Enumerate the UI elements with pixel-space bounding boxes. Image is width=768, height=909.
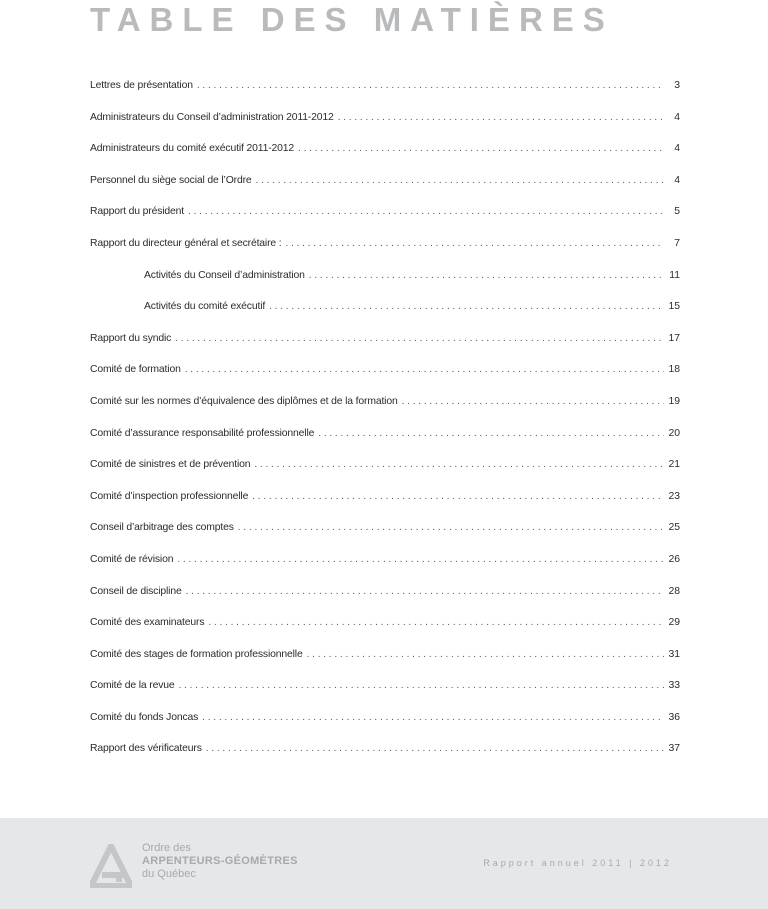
toc-dot-leader [188, 202, 664, 222]
toc-entry-label: Rapport du syndic [90, 332, 172, 344]
toc-entry-label: Administrateurs du Conseil d’administration 2011-2012 [90, 111, 334, 123]
toc-entry-label: Rapport des vérificateurs [90, 743, 202, 755]
toc-entry-label: Conseil de discipline [90, 585, 182, 597]
toc-entry-page: 29 [668, 617, 680, 629]
toc-entry-page: 21 [668, 459, 680, 471]
toc-entry-page: 7 [674, 237, 680, 249]
toc-entry-page: 26 [668, 553, 680, 565]
toc-dot-leader [208, 613, 664, 633]
toc-entry-label: Comité de révision [90, 553, 174, 565]
toc-entry-page: 18 [668, 364, 680, 376]
toc-dot-leader [197, 76, 664, 96]
toc-entry-page: 19 [668, 395, 680, 407]
toc-entry [90, 266, 680, 298]
toc-entry [90, 518, 680, 550]
toc-entry [90, 108, 680, 140]
toc-dot-leader [402, 392, 664, 412]
toc-entry [90, 550, 680, 582]
toc-entry [90, 202, 680, 234]
toc-entry-label: Comité du fonds Joncas [90, 711, 199, 723]
toc-entry [90, 487, 680, 519]
toc-entry [90, 708, 680, 740]
toc-dot-leader [238, 518, 664, 538]
toc-dot-leader [175, 329, 664, 349]
table-of-contents [90, 76, 680, 771]
toc-entry [90, 645, 680, 677]
toc-dot-leader [286, 234, 664, 254]
toc-entry [90, 360, 680, 392]
toc-entry-page: 15 [668, 301, 680, 313]
toc-dot-leader [179, 676, 664, 696]
toc-entry-page: 4 [674, 111, 680, 123]
toc-entry-label: Comité des stages de formation professionnelle [90, 648, 303, 660]
toc-entry-label: Activités du Conseil d’administration [144, 269, 305, 281]
toc-dot-leader [252, 487, 664, 507]
toc-entry-label: Activités du comité exécutif [144, 301, 266, 313]
toc-dot-leader [309, 266, 664, 286]
toc-dot-leader [254, 455, 664, 475]
toc-entry [90, 392, 680, 424]
toc-entry-label: Lettres de présentation [90, 80, 193, 91]
toc-entry-page: 17 [668, 332, 680, 344]
toc-dot-leader [177, 550, 664, 570]
toc-dot-leader [307, 645, 664, 665]
toc-dot-leader [202, 708, 664, 728]
toc-entry-label: Comité d’inspection professionnelle [90, 490, 249, 502]
logo-line-2: ARPENTEURS-GÉOMÈTRES [142, 855, 298, 867]
toc-entry [90, 676, 680, 708]
toc-entry-label: Rapport du directeur général et secrétaire : [90, 237, 282, 249]
toc-entry-page: 3 [674, 80, 680, 91]
toc-entry [90, 455, 680, 487]
toc-entry [90, 424, 680, 456]
logo-line-1: Ordre des [142, 842, 191, 854]
toc-entry-label: Administrateurs du comité exécutif 2011-2012 [90, 143, 295, 155]
page-title: TABLE DES MATIÈRES [90, 1, 614, 38]
toc-entry-page: 33 [668, 680, 680, 692]
logo-triangle-icon [90, 844, 132, 888]
toc-entry-page: 25 [668, 522, 680, 534]
toc-entry-label: Comité de formation [90, 364, 181, 376]
toc-dot-leader [298, 139, 664, 159]
footer [0, 818, 768, 909]
toc-dot-leader [318, 424, 664, 444]
toc-entry [90, 297, 680, 329]
toc-entry [90, 739, 680, 771]
toc-entry-label: Comité de la revue [90, 680, 175, 692]
toc-entry-page: 11 [669, 269, 680, 281]
toc-dot-leader [206, 739, 664, 759]
toc-entry [90, 139, 680, 171]
toc-entry-page: 20 [668, 427, 680, 439]
toc-dot-leader [186, 582, 664, 602]
toc-entry-label: Comité sur les normes d’équivalence des diplômes et de la formation [90, 395, 398, 407]
toc-entry-page: 5 [674, 206, 680, 218]
toc-entry-label: Conseil d’arbitrage des comptes [90, 522, 234, 534]
logo-text [142, 842, 298, 881]
toc-entry [90, 234, 680, 266]
toc-entry-page: 4 [674, 143, 680, 155]
toc-dot-leader [185, 360, 664, 380]
toc-entry-page: 31 [668, 648, 680, 660]
toc-entry-label: Personnel du siège social de l’Ordre [90, 174, 252, 186]
toc-dot-leader [338, 108, 664, 128]
toc-entry-page: 37 [668, 743, 680, 755]
toc-entry-page: 4 [674, 174, 680, 186]
toc-entry-page: 28 [668, 585, 680, 597]
toc-entry-label: Comité d’assurance responsabilité professionnelle [90, 427, 315, 439]
toc-dot-leader [269, 297, 664, 317]
logo-line-3: du Québec [142, 868, 196, 880]
toc-entry-label: Comité de sinistres et de prévention [90, 459, 251, 471]
toc-entry-page: 36 [668, 711, 680, 723]
toc-entry-label: Rapport du président [90, 206, 185, 218]
report-label: Rapport annuel 2011 | 2012 [483, 858, 672, 868]
toc-entry [90, 171, 680, 203]
toc-dot-leader [256, 171, 664, 191]
toc-entry [90, 329, 680, 361]
toc-entry-page: 23 [668, 490, 680, 502]
toc-entry [90, 613, 680, 645]
toc-entry [90, 582, 680, 614]
toc-entry-label: Comité des examinateurs [90, 617, 205, 629]
toc-entry [90, 76, 680, 108]
